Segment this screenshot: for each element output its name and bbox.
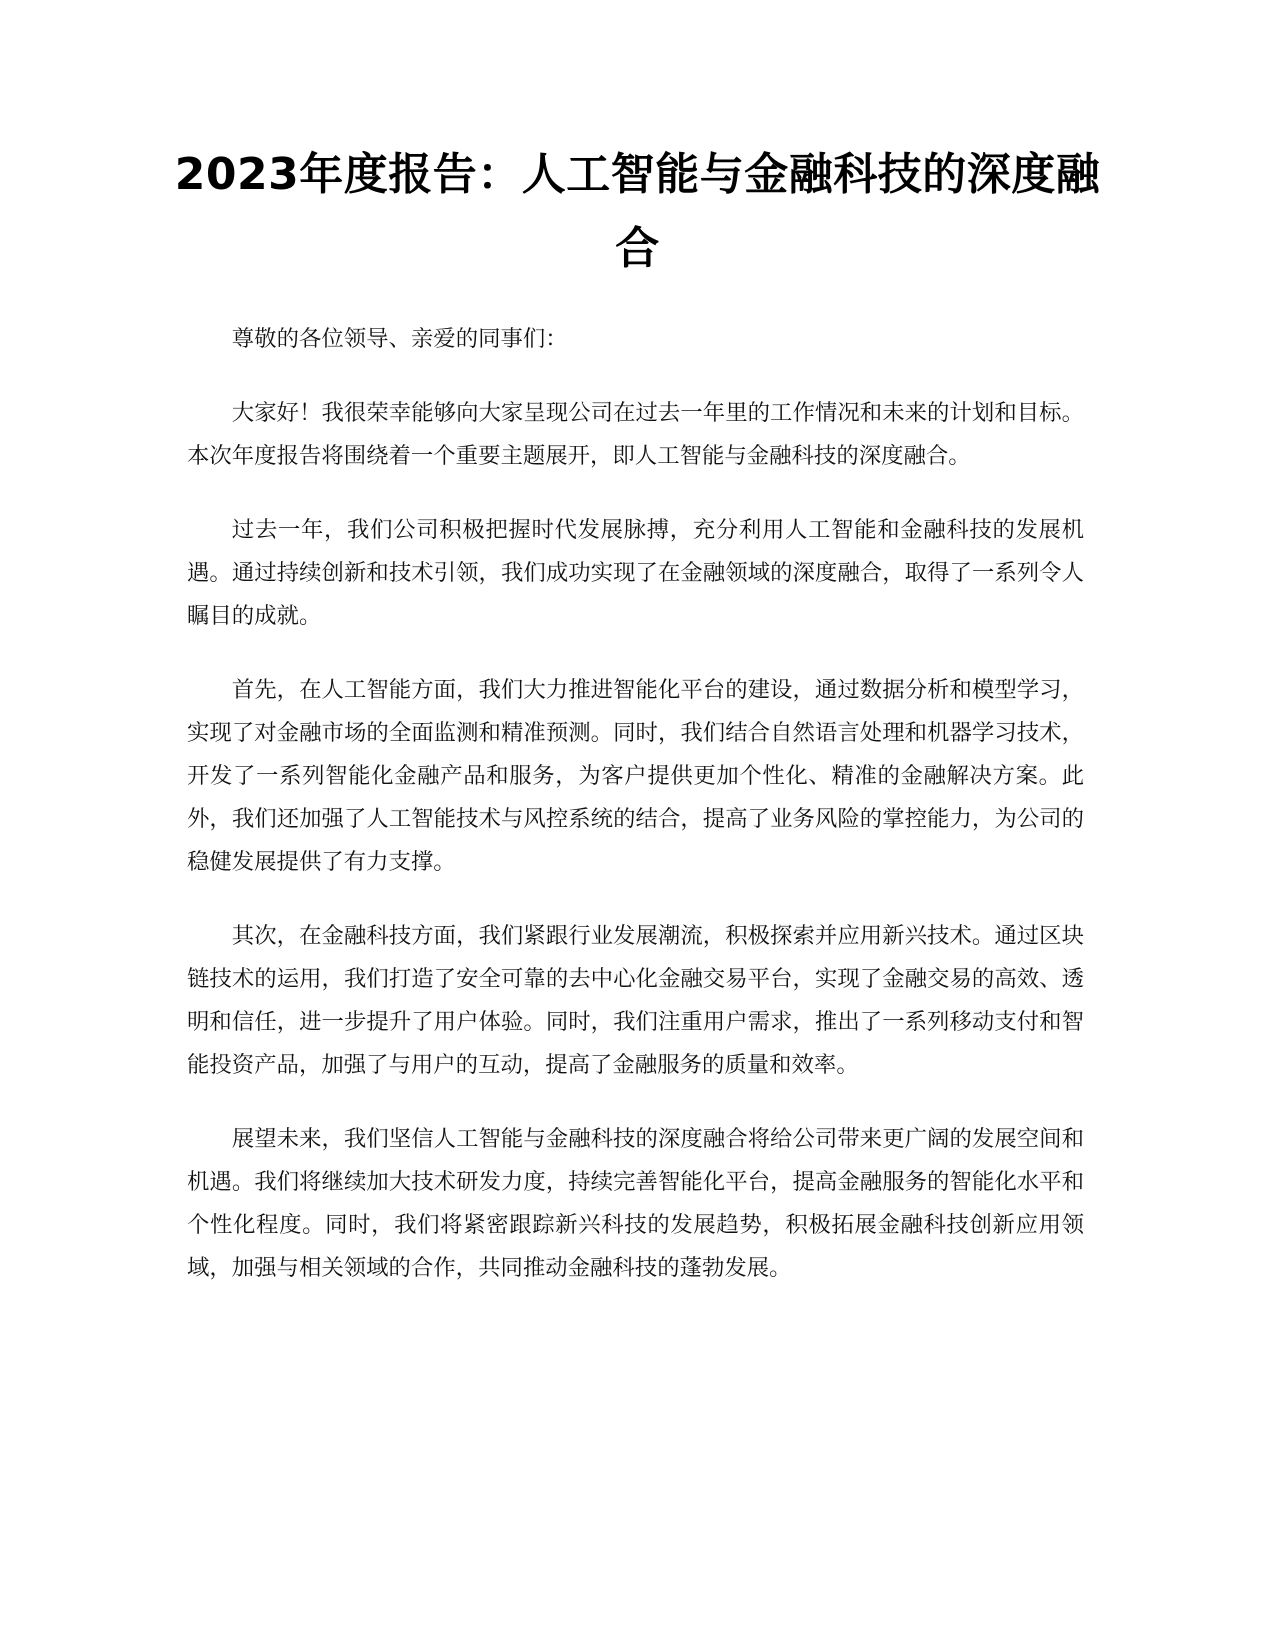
paragraph-fintech: 其次，在金融科技方面，我们紧跟行业发展潮流，积极探索并应用新兴技术。通过区块链技术的运用，我们打造了安全可靠的去中心化金融交易平台，实现了金融交易的高效、透明和信任，进一步提升了用户体验。同时，我们注重用户需求，推出了一系列移动支付和智能投资产品，加强了与用户的互动，提高了金融服务的质量和效率。 [187,923,1084,1078]
document-body [187,318,1084,1321]
paragraph-outlook: 展望未来，我们坚信人工智能与金融科技的深度融合将给公司带来更广阔的发展空间和机遇。我们将继续加大技术研发力度，持续完善智能化平台，提高金融服务的智能化水平和个性化程度。同时，我们将紧密跟踪新兴科技的发展趋势，积极拓展金融科技创新应用领域，加强与相关领域的合作，共同推动金融科技的蓬勃发展。 [187,1126,1084,1281]
paragraph-ai: 首先，在人工智能方面，我们大力推进智能化平台的建设，通过数据分析和模型学习，实现了对金融市场的全面监测和精准预测。同时，我们结合自然语言处理和机器学习技术，开发了一系列智能化金融产品和服务，为客户提供更加个性化、精准的金融解决方案。此外，我们还加强了人工智能技术与风控系统的结合，提高了业务风险的掌控能力，为公司的稳健发展提供了有力支撑。 [187,677,1084,875]
paragraph-intro: 大家好！我很荣幸能够向大家呈现公司在过去一年里的工作情况和未来的计划和目标。本次年度报告将围绕着一个重要主题展开，即人工智能与金融科技的深度融合。 [187,400,1084,469]
document-title: 2023年度报告：人工智能与金融科技的深度融合 [174,149,1101,274]
paragraph-salutation: 尊敬的各位领导、亲爱的同事们： [231,326,568,352]
paragraph-past-year: 过去一年，我们公司积极把握时代发展脉搏，充分利用人工智能和金融科技的发展机遇。通过持续创新和技术引领，我们成功实现了在金融领域的深度融合，取得了一系列令人瞩目的成就。 [187,517,1084,629]
